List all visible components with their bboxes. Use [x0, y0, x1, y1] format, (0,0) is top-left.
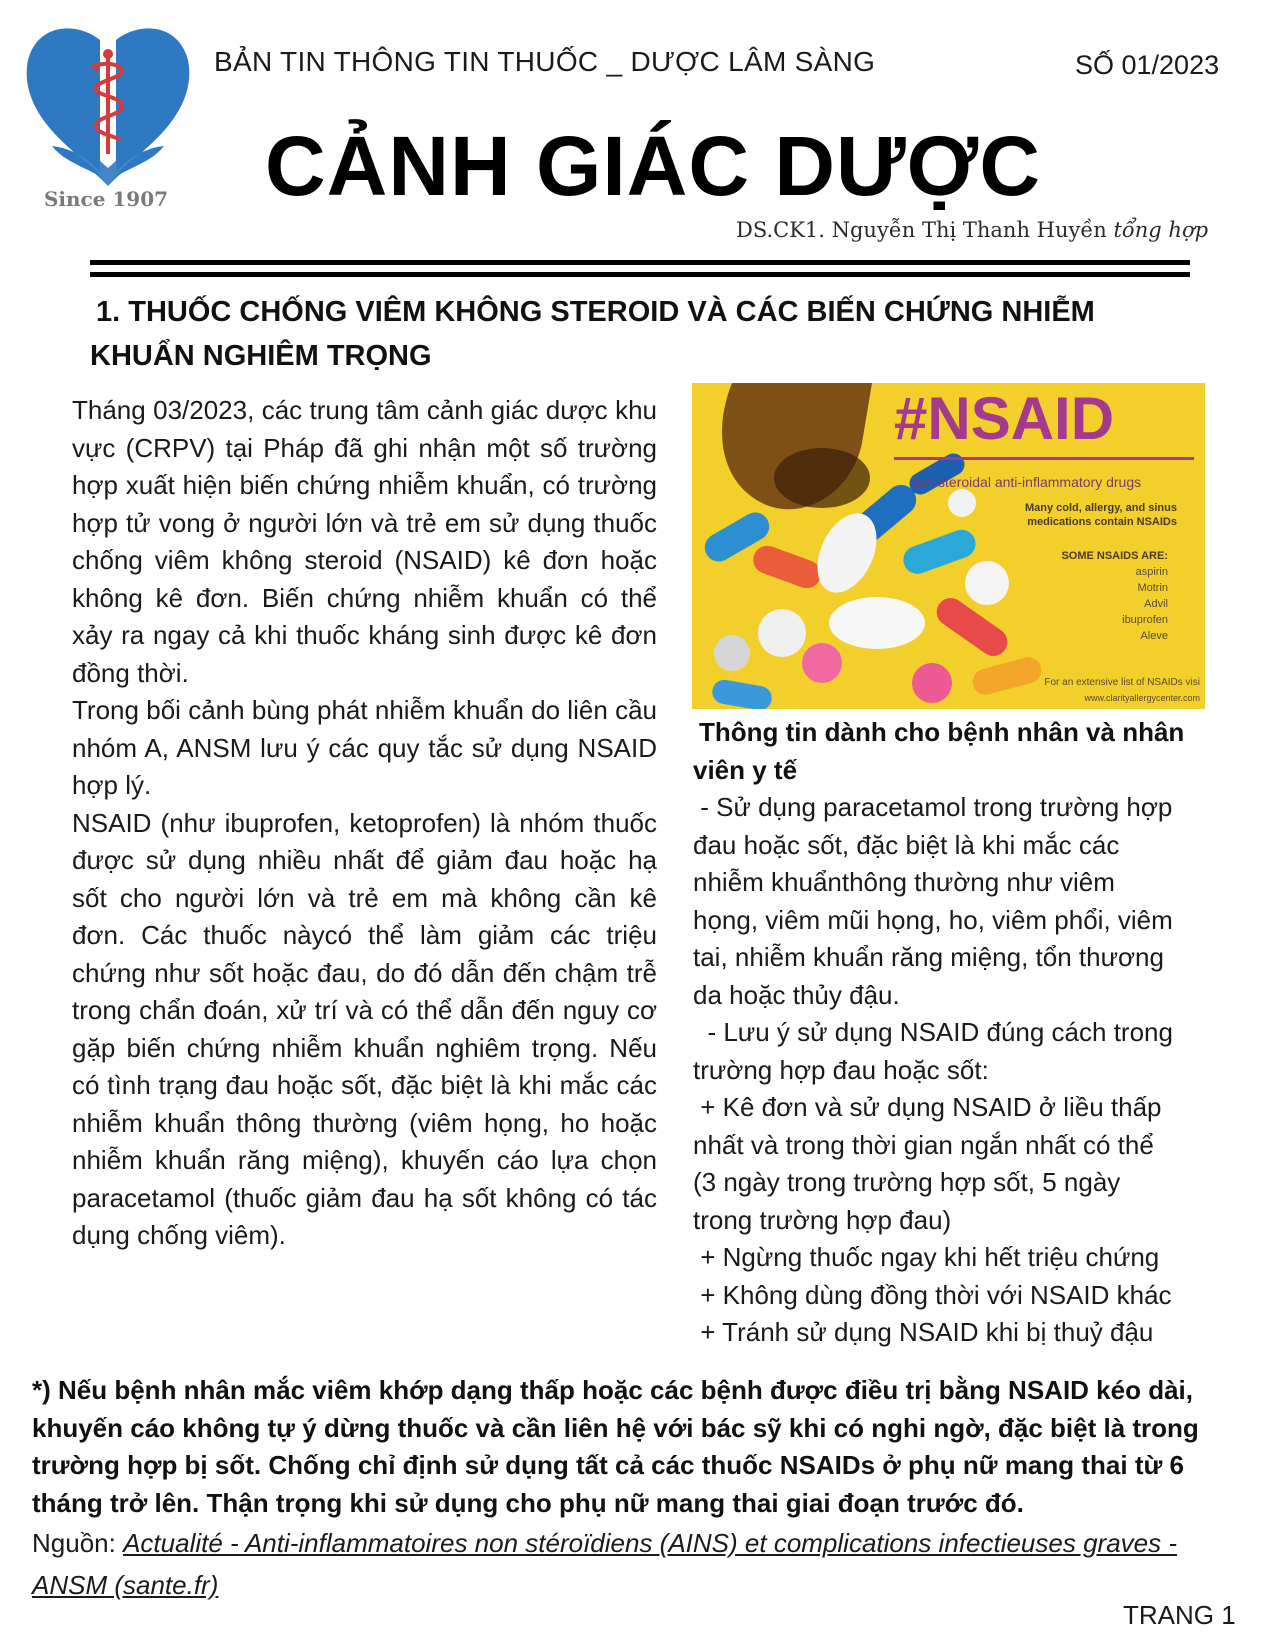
issue-number: SỐ 01/2023	[1075, 50, 1220, 80]
section-heading	[90, 290, 1200, 378]
info-line: trong trường hợp đau)	[693, 1204, 952, 1235]
byline	[736, 218, 1208, 242]
info-box-title-line-1: Thông tin dành cho bệnh nhân và nhân	[699, 717, 1185, 747]
logo-since-text: Since 1907	[43, 187, 169, 211]
image-drug-advil: Advil	[1144, 598, 1168, 610]
nsaid-infographic-image	[692, 383, 1205, 709]
section-heading-line-1: 1. THUỐC CHỐNG VIÊM KHÔNG STEROID VÀ CÁC BIẾN CHỨNG NHIỄM	[96, 296, 1095, 328]
article-paragraph-2: Trong bối cảnh bùng phát nhiễm khuẩn do liên cầu nhóm A, ANSM lưu ý các quy tắc sử dụng NSAID hợp lý.	[72, 695, 657, 800]
info-line: tai, nhiễm khuẩn răng miệng, tổn thương	[693, 942, 1164, 972]
hospital-logo	[18, 22, 198, 222]
info-line: trường hợp đau hoặc sốt:	[693, 1054, 989, 1085]
bulletin-name: BẢN TIN THÔNG TIN THUỐC _ DƯỢC LÂM SÀNG	[214, 46, 876, 77]
section-heading-line-2: KHUẨN NGHIÊM TRỌNG	[90, 340, 432, 372]
image-drug-aleve: Aleve	[1140, 630, 1168, 642]
info-line: (3 ngày trong trường hợp sốt, 5 ngày	[693, 1167, 1121, 1197]
image-line-1: Many cold, allergy, and sinus	[1024, 502, 1177, 514]
info-line: họng, viêm mũi họng, ho, viêm phổi, viêm	[693, 904, 1173, 935]
info-line: + Ngừng thuốc ngay khi hết triệu chứng	[693, 1242, 1160, 1272]
source-citation	[32, 1522, 1247, 1606]
header-divider-bottom	[90, 272, 1190, 277]
info-line: - Sử dụng paracetamol trong trường hợp	[693, 792, 1173, 822]
source-label: Nguồn:	[32, 1528, 124, 1558]
info-line: + Kê đơn và sử dụng NSAID ở liều thấp	[693, 1092, 1162, 1122]
source-link[interactable]: Actualité - Anti-inflammatoires non stéroïdiens (AINS) et complications infectieuses graves - ANSM (sante.fr)	[32, 1528, 1177, 1600]
image-drug-ibuprofen: ibuprofen	[1122, 614, 1168, 626]
header-divider-top	[90, 260, 1190, 265]
image-footer-1: For an extensive list of NSAIDs visi	[1044, 677, 1200, 688]
image-subtitle: non-steroidal anti-inflammatory drugs	[910, 474, 1142, 490]
image-some-heading: SOME NSAIDS ARE:	[1061, 550, 1168, 562]
image-footer-2: www.clarityallergycenter.com	[1084, 693, 1200, 703]
article-body	[72, 392, 657, 1255]
page-title: CẢNH GIÁC DƯỢC	[265, 119, 1041, 213]
info-line: nhất và trong thời gian ngắn nhất có thể	[693, 1129, 1154, 1160]
image-line-2: medications contain NSAIDs	[1027, 516, 1177, 528]
pill-bottle-icon	[722, 383, 872, 509]
page-number: TRANG 1	[1123, 1600, 1236, 1630]
image-rule	[894, 457, 1194, 460]
byline-role: tổng hợp	[1113, 218, 1209, 242]
image-drug-motrin: Motrin	[1137, 582, 1168, 594]
article-paragraph-1: Tháng 03/2023, các trung tâm cảnh giác dược khu vực (CRPV) tại Pháp đã ghi nhận một số trường hợp xuất hiện biến chứng nhiễm khuẩn, có trường hợp tử vong ở người lớn và trẻ em sử dụng thuốc chống viêm không steroid (NSAID) kê đơn hoặc không kê đơn. Biến chứng nhiễm khuẩn có thể xảy ra ngay cả khi thuốc kháng sinh được kê đơn đồng thời.	[72, 395, 657, 688]
info-line: + Không dùng đồng thời với NSAID khác	[693, 1279, 1172, 1310]
info-line: nhiễm khuẩnthông thường như viêm	[693, 867, 1115, 897]
info-line: + Tránh sử dụng NSAID khi bị thuỷ đậu	[693, 1317, 1154, 1347]
image-drug-aspirin: aspirin	[1135, 566, 1168, 578]
info-line: đau hoặc sốt, đặc biệt là khi mắc các	[693, 829, 1120, 860]
byline-author: DS.CK1. Nguyễn Thị Thanh Huyền	[736, 218, 1107, 242]
info-box	[693, 714, 1233, 1352]
image-hashtag: #NSAID	[894, 385, 1115, 452]
article-paragraph-3: NSAID (như ibuprofen, ketoprofen) là nhóm thuốc được sử dụng nhiều nhất để giảm đau hoặc hạ sốt cho người lớn và trẻ em mà không cần kê đơn. Các thuốc nàycó thể làm giảm các triệu chứng như sốt hoặc đau, do đó dẫn đến chậm trễ trong chẩn đoán, xử trí và có thể dẫn đến nguy cơ gặp biến chứng nhiễm khuẩn nghiêm trọng. Nếu có tình trạng đau hoặc sốt, đặc biệt là khi mắc các nhiễm khuẩn thông thường (viêm họng, ho hoặc nhiễm khuẩn răng miệng), khuyến cáo lựa chọn paracetamol (thuốc giảm đau hạ sốt không có tác dụng chống viêm).	[72, 807, 657, 1250]
info-box-title-line-2: viên y tế	[693, 754, 798, 785]
info-line: da hoặc thủy đậu.	[693, 979, 900, 1010]
warning-note: *) Nếu bệnh nhân mắc viêm khớp dạng thấp hoặc các bệnh được điều trị bằng NSAID kéo dài, khuyến cáo không tự ý dừng thuốc và cần liên hệ với bác sỹ khi có nghi ngờ, đặc biệt là trong trường hợp bị sốt. Chống chỉ định sử dụng tất cả các thuốc NSAIDs ở phụ nữ mang thai từ 6 tháng trở lên. Thận trọng khi sử dụng cho phụ nữ mang thai giai đoạn trước đó.	[32, 1375, 1199, 1518]
info-line: - Lưu ý sử dụng NSAID đúng cách trong	[693, 1017, 1173, 1047]
